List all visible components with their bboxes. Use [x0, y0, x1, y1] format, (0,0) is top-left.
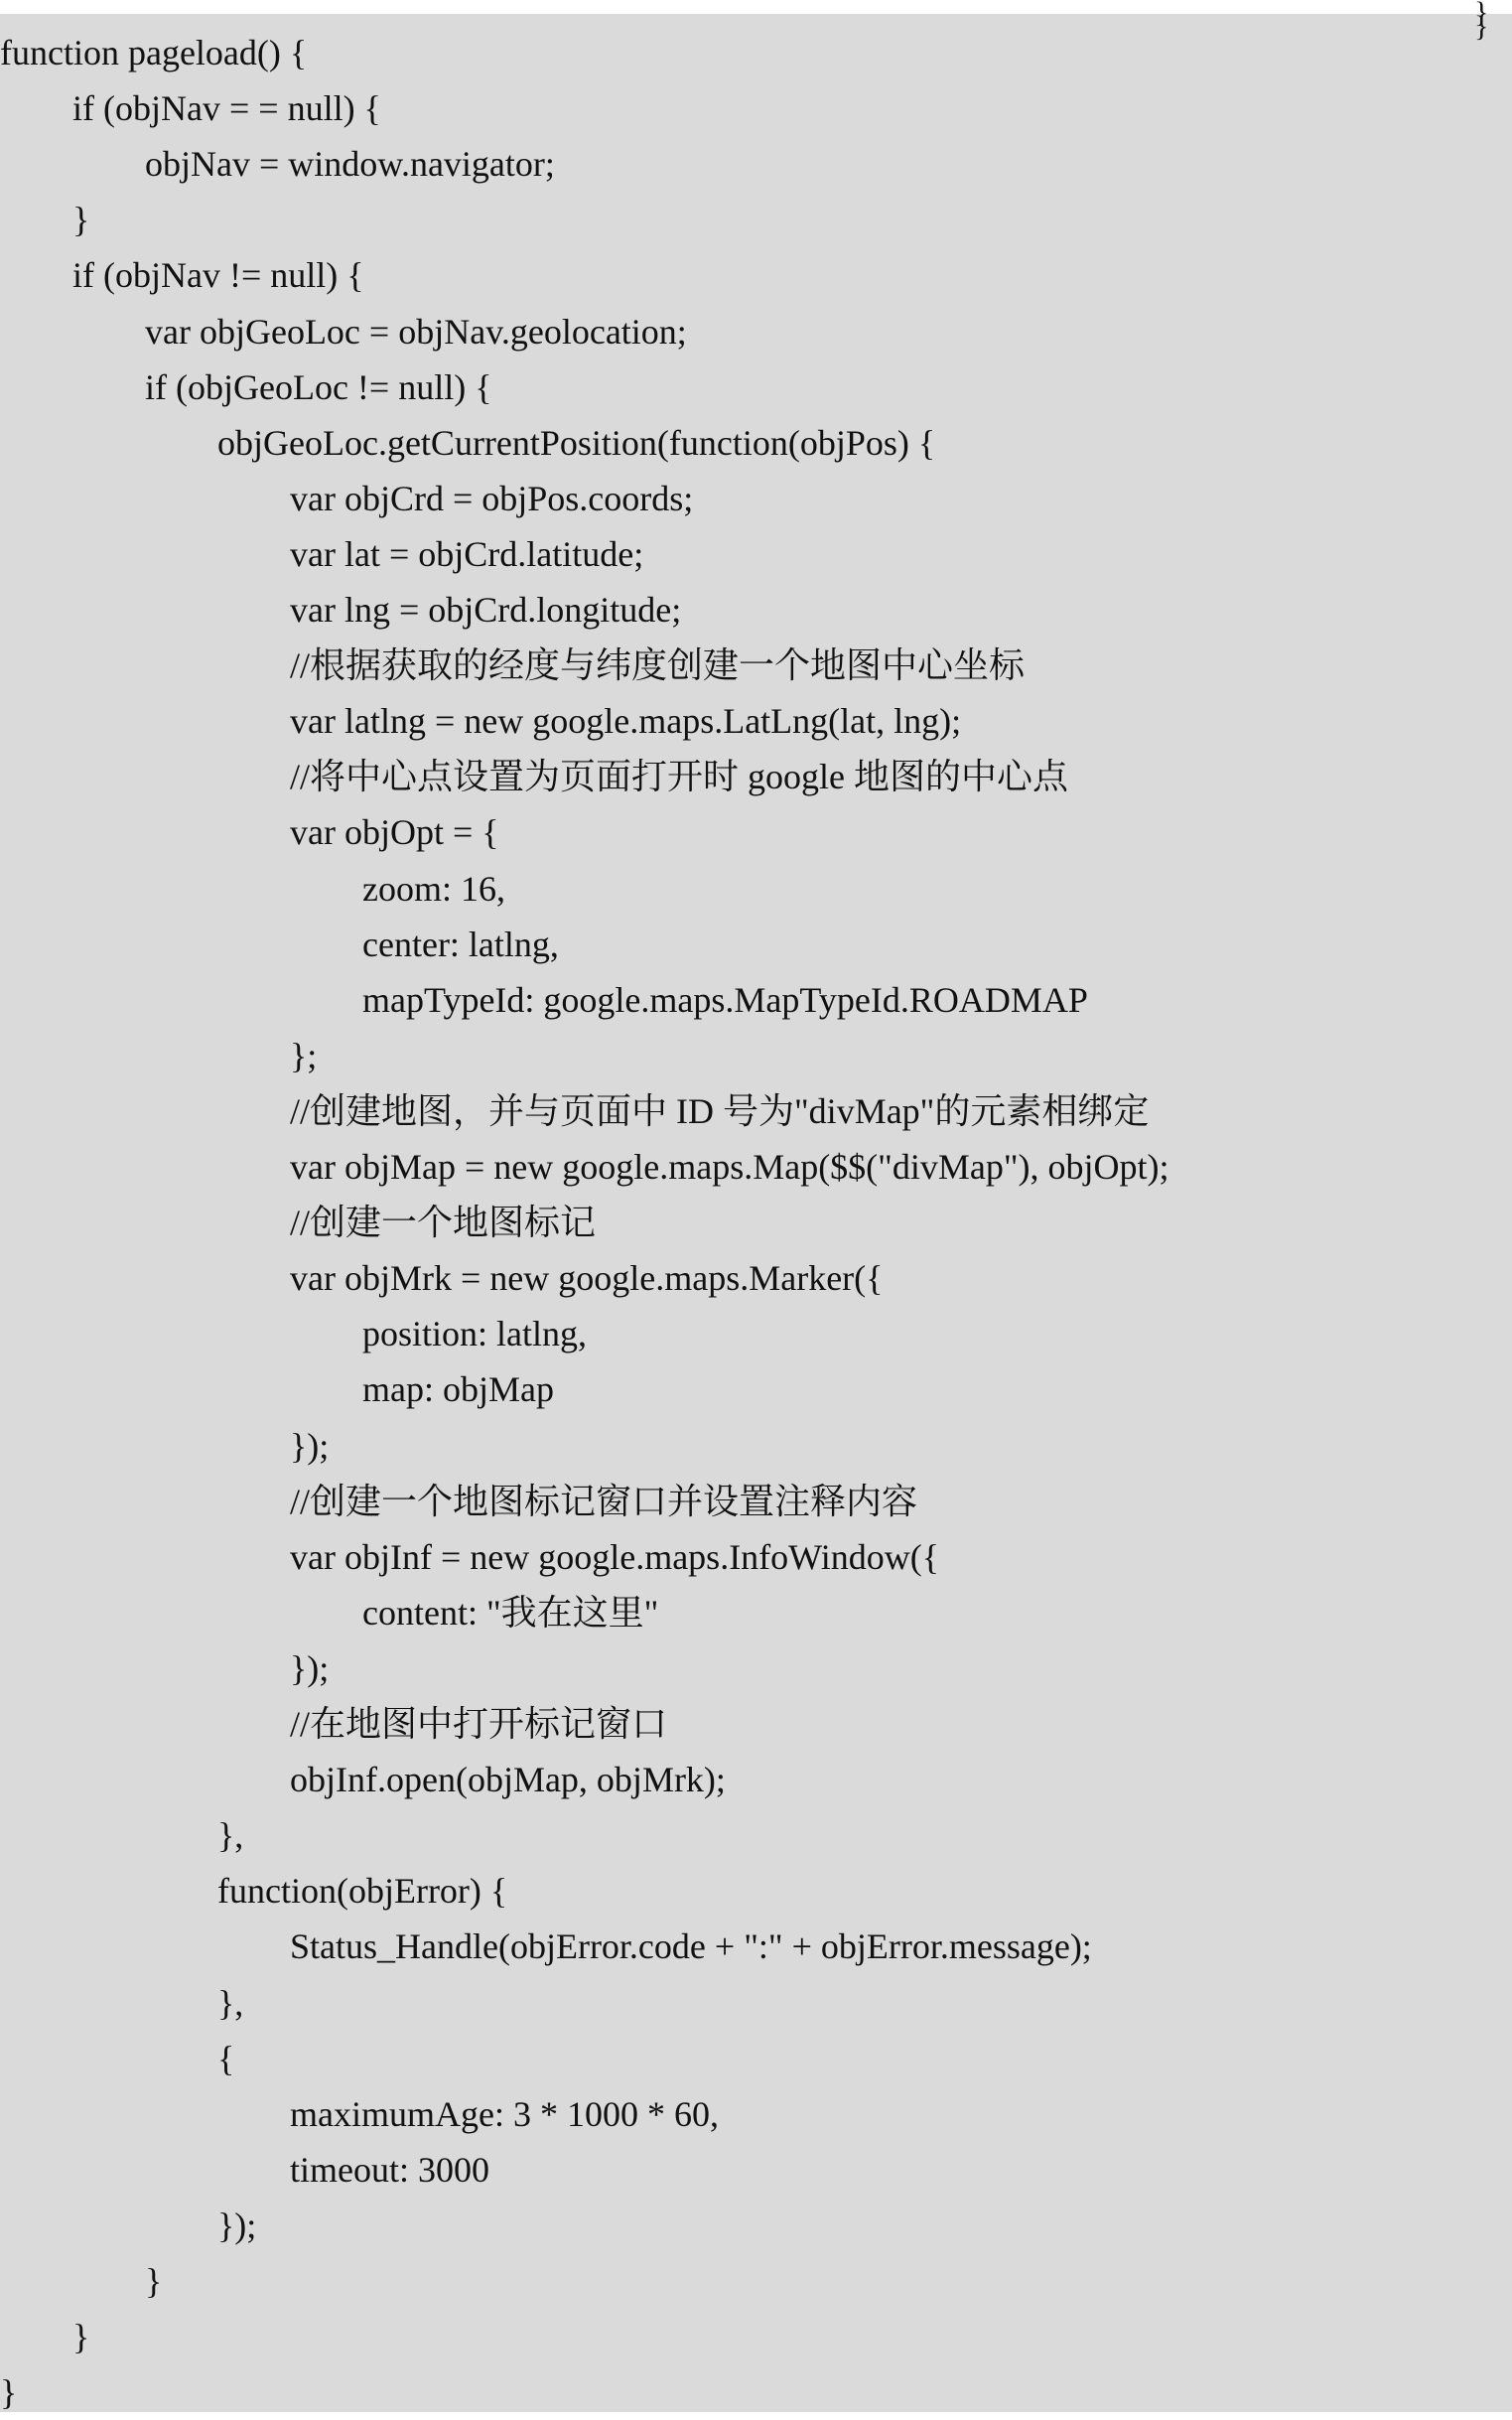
code-line: maximumAge: 3 * 1000 * 60,	[290, 2093, 719, 2134]
code-line: //在地图中打开标记窗口	[290, 1704, 668, 1744]
code-line: });	[290, 1647, 330, 1688]
code-line: center: latlng,	[362, 924, 559, 964]
code-line: {	[217, 2038, 235, 2078]
code-line: var objCrd = objPos.coords;	[290, 478, 694, 518]
code-line: var objInf = new google.maps.InfoWindow({	[290, 1536, 939, 1577]
code-line: };	[290, 1035, 318, 1075]
code-line: mapTypeId: google.maps.MapTypeId.ROADMAP	[362, 979, 1088, 1020]
code-line: }	[145, 2261, 163, 2301]
code-line: var objMap = new google.maps.Map($$("divMap"), objOpt);	[290, 1147, 1169, 1187]
code-line: },	[217, 1982, 244, 2023]
code-line: //创建一个地图标记	[290, 1203, 597, 1243]
code-line: timeout: 3000	[290, 2149, 489, 2190]
code-line: content: "我在这里"	[362, 1592, 659, 1633]
top-right-brace-mark: } }	[1474, 0, 1495, 43]
code-line: },	[217, 1815, 244, 1856]
code-line: var latlng = new google.maps.LatLng(lat, lng);	[290, 701, 962, 742]
code-line: //创建一个地图标记窗口并设置注释内容	[290, 1481, 918, 1521]
code-line: }	[72, 200, 90, 240]
code-line: position: latlng,	[362, 1314, 588, 1354]
code-line: //根据获取的经度与纬度创建一个地图中心坐标	[290, 645, 1026, 686]
code-line: }	[72, 2317, 90, 2357]
code-line: var lat = objCrd.latitude;	[290, 533, 644, 574]
code-line: //创建地图，并与页面中 ID 号为"divMap"的元素相绑定	[290, 1090, 1150, 1131]
code-line: });	[290, 1425, 330, 1466]
code-line: objNav = window.navigator;	[145, 144, 555, 185]
code-line: objGeoLoc.getCurrentPosition(function(objPos) {	[217, 422, 936, 463]
code-line: var objGeoLoc = objNav.geolocation;	[145, 311, 687, 352]
code-line: zoom: 16,	[362, 868, 505, 909]
code-line: var objMrk = new google.maps.Marker({	[290, 1258, 884, 1299]
code-line: function pageload() {	[0, 33, 308, 72]
code-line: }	[0, 2372, 18, 2413]
code-line: function(objError) {	[217, 1871, 508, 1912]
code-line: objInf.open(objMap, objMrk);	[290, 1760, 726, 1800]
code-line: if (objNav != null) {	[72, 255, 364, 296]
code-line: Status_Handle(objError.code + ":" + objError.message);	[290, 1926, 1092, 1967]
code-line: if (objNav = = null) {	[72, 88, 381, 129]
code-line: //将中心点设置为页面打开时 google 地图的中心点	[290, 757, 1068, 797]
code-line: map: objMap	[362, 1369, 554, 1410]
code-line: var lng = objCrd.longitude;	[290, 590, 682, 630]
code-line: if (objGeoLoc != null) {	[145, 366, 492, 407]
code-line: });	[217, 2205, 257, 2245]
code-line: var objOpt = {	[290, 812, 499, 853]
